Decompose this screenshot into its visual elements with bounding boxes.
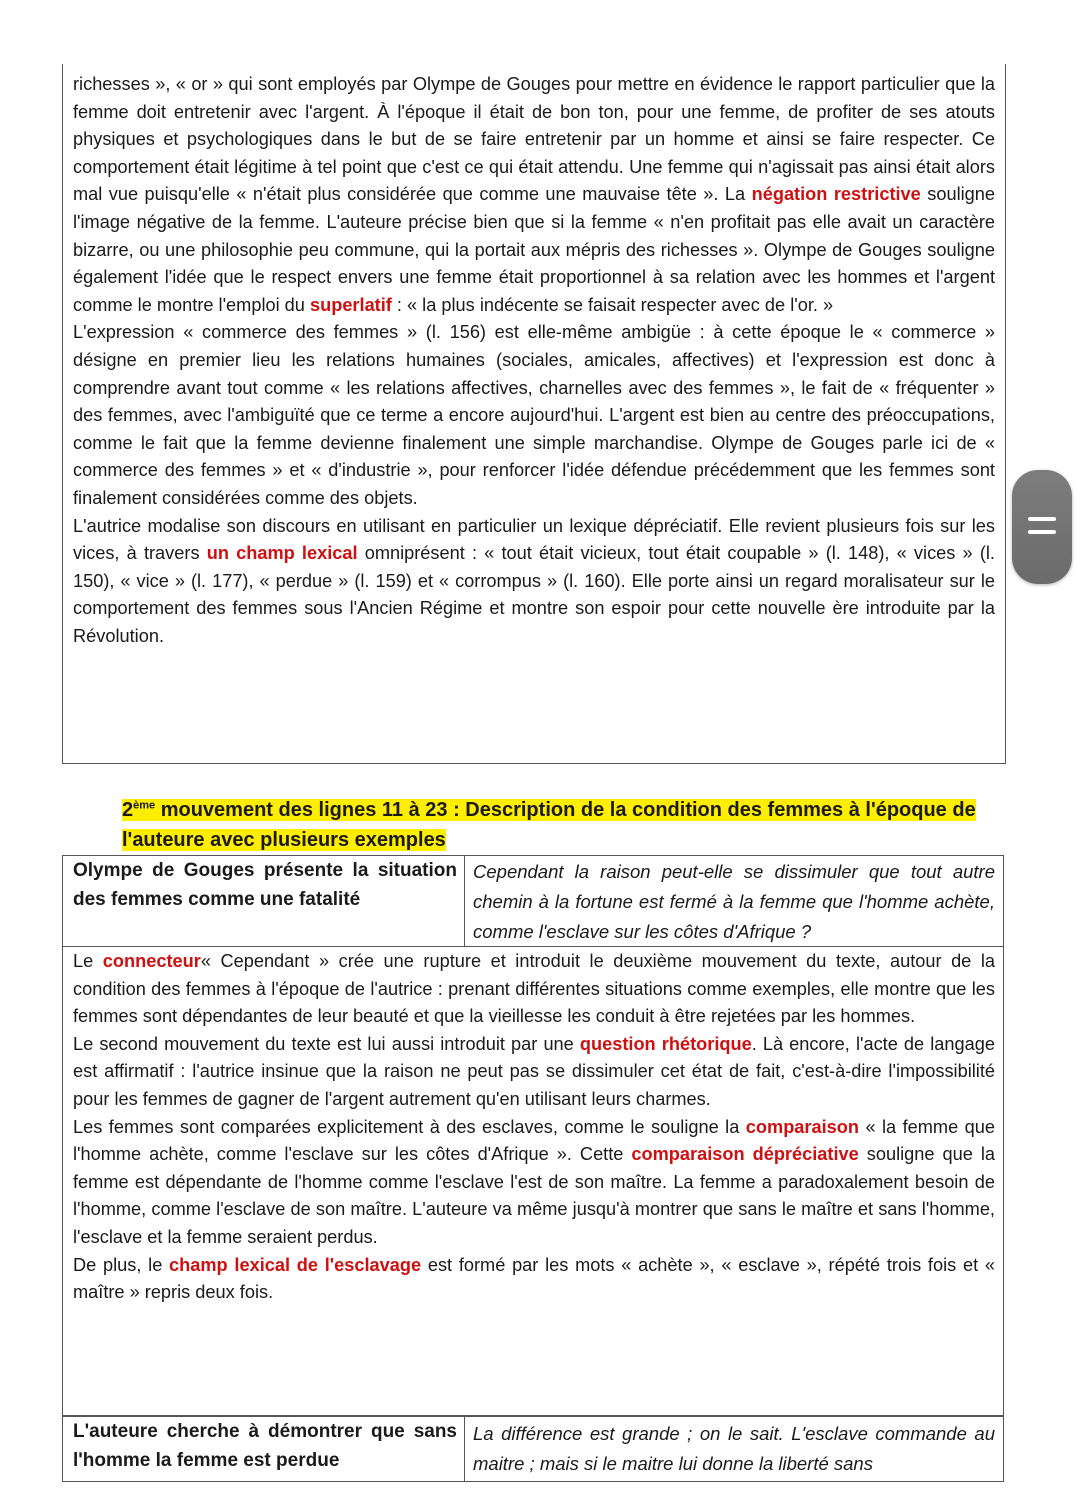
text-segment: « la femme que l'homme achète, comme l'esclave sur les côtes d'Afrique ». Cette	[73, 1116, 995, 1165]
text-segment: souligne l'image négative de la femme. L'auteure précise bien que si la femme « n'en profitait pas elle avait un caractère bizarre, ou une philosophie peu commune, qui la portait aux mépris des richesses ». Olympe de Gouges souligne également l'idée que le respect envers une femme était proportionnel à sa relation avec les hommes et l'argent comme le montre l'emploi du	[73, 184, 995, 315]
text-segment: richesses », « or » qui sont employés par Olympe de Gouges pour mettre en évidence le rapport particulier que la femme doit entretenir avec l'argent. À l'époque il était de bon ton, pour une femme, de profiter de ses atouts physiques et psychologiques dans le but de se faire entretenir par un homme et ainsi se faire respecter. Ce comportement était légitime à tel point que c'est ce qui était attendu. Une femme qui n'agissait pas ainsi était alors mal vue puisqu'elle « n'était plus considérée que comme une mauvaise tête ». La	[73, 74, 995, 205]
analysis-box-2	[62, 946, 1004, 1416]
text-segment: L'expression « commerce des femmes » (l. 156) est elle-même ambigüe : à cette époque le « commerce » désigne en premier lieu les relations humaines (sociales, amicales, affectives) et l'expression est donc à comprendre avant tout comme « les relations affectives, charnelles avec des femmes », le fait de « fréquenter » des femmes, avec l'ambiguïté que ce terme a encore aujourd'hui. L'argent est bien au centre des préoccupations, comme le fait que la femme devienne finalement une simple marchandise. Olympe de Gouges parle ici de « commerce des femmes » et « d'industrie », pour renforcer l'idée défendue précédemment que les femmes sont finalement considérées comme des objets.	[73, 322, 995, 508]
text-segment: De plus, le	[73, 1254, 170, 1275]
highlighted-term: comparaison	[745, 1116, 859, 1137]
quote-row-2	[62, 855, 1004, 947]
paragraph	[73, 948, 995, 1031]
row-3-quote: La différence est grande ; on le sait. L'esclave commande au maitre ; mais si le maitre lui donne la liberté sans	[473, 1423, 995, 1474]
highlighted-term: un champ lexical	[206, 543, 358, 564]
text-segment: Le	[73, 951, 103, 971]
paragraph	[73, 71, 995, 319]
text-segment: souligne que la femme est dépendante de l'homme comme l'esclave l'est de son maître. La femme a paradoxalement besoin de l'homme, comme l'esclave de son maître. L'auteure va même jusqu'à montrer que sans le maître et sans l'homme, l'esclave et la femme seraient perdus.	[73, 1144, 995, 1247]
column-divider	[464, 856, 465, 946]
text-segment: est formé par les mots « achète », « esclave », répété trois fois et « maître » repris deux fois.	[73, 1254, 995, 1303]
text-segment: Le second mouvement du texte est lui aussi introduit par une	[73, 1033, 580, 1054]
handle-grip-icon	[1028, 517, 1056, 521]
highlighted-term: champ lexical de l'esclavage	[169, 1254, 422, 1275]
row-3-claim: L'auteure cherche à démontrer que sans l'homme la femme est perdue	[73, 1421, 457, 1471]
analysis-text-2	[73, 948, 995, 1307]
highlighted-term: superlatif	[309, 294, 392, 315]
text-segment: : « la plus indécente se faisait respecter avec de l'or. »	[391, 294, 834, 315]
section-heading: 2ème mouvement des lignes 11 à 23 : Description de la condition des femmes à l'époque de l'auteure avec plusieurs exemples	[122, 798, 976, 851]
highlighted-term: connecteur	[102, 951, 201, 971]
column-divider	[464, 1417, 465, 1481]
text-segment: Les femmes sont comparées explicitement à des esclaves, comme le souligne la	[73, 1116, 746, 1137]
quote-row-3	[62, 1416, 1004, 1482]
text-segment: omniprésent : « tout était vicieux, tout était coupable » (l. 148), « vices » (l. 150), « vice » (l. 177), « perdue » (l. 159) et « corrompus » (l. 160). Elle porte ainsi un regard moralisateur sur le comportement des femmes sous l'Ancien Régime et montre son espoir pour cette nouvelle ère introduite par la Révolution.	[73, 543, 995, 646]
paragraph	[73, 1114, 995, 1252]
paragraph	[73, 513, 995, 651]
highlighted-term: question rhétorique	[579, 1033, 752, 1054]
row-2-claim: Olympe de Gouges présente la situation des femmes comme une fatalité	[73, 860, 457, 910]
paragraph	[73, 1031, 995, 1114]
scroll-handle[interactable]	[1012, 470, 1072, 584]
analysis-box-1	[62, 64, 1006, 764]
highlighted-term: comparaison dépréciative	[631, 1144, 859, 1165]
text-segment: L'autrice modalise son discours en utilisant en particulier un lexique dépréciatif. Elle revient plusieurs fois sur les vices, à travers	[73, 515, 995, 564]
text-segment: « Cependant » crée une rupture et introduit le deuxième mouvement du texte, autour de la condition des femmes à l'époque de l'autrice : prenant différentes situations comme exemples, elle montre que les femmes sont dépendantes de leur beauté et que la vieillesse les conduit à être rejetées par les hommes.	[73, 951, 995, 1027]
highlighted-term: négation restrictive	[751, 184, 921, 205]
text-segment: . Là encore, l'acte de langage est affirmatif : l'autrice insinue que la raison ne peut pas se dissimuler cet état de fait, c'est-à-dire l'impossibilité pour les femmes de gagner de l'argent autrement qu'en utilisant leurs charmes.	[73, 1033, 995, 1109]
handle-grip-icon	[1028, 530, 1056, 534]
paragraph	[73, 1252, 995, 1307]
paragraph	[73, 319, 995, 512]
analysis-text-1	[73, 71, 995, 650]
row-2-quote: Cependant la raison peut-elle se dissimuler que tout autre chemin à la fortune est fermé à la femme que l'homme achète, comme l'esclave sur les côtes d'Afrique ?	[473, 861, 995, 942]
